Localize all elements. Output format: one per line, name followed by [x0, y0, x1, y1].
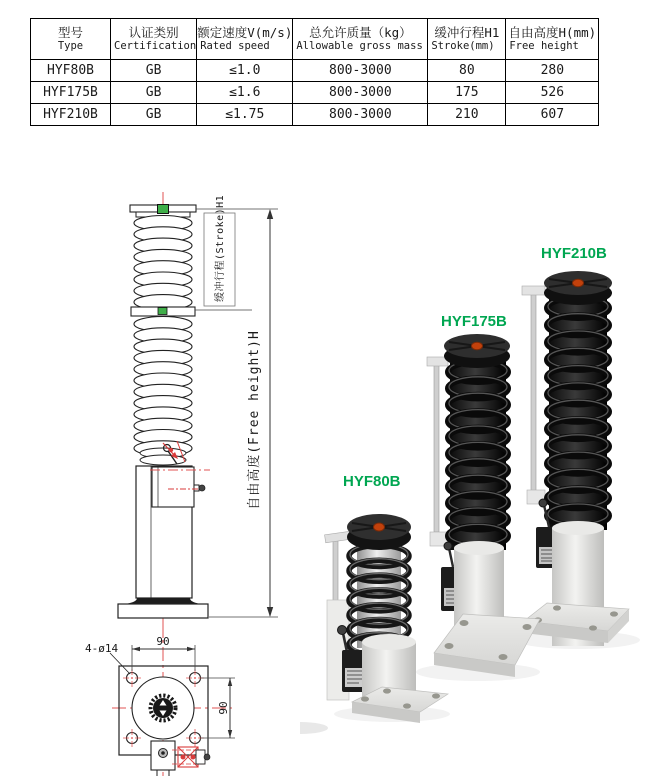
cell-speed: ≤1.6: [197, 82, 293, 104]
cell-type: HYF175B: [31, 82, 111, 104]
cap-marker: [158, 205, 169, 214]
product-hyf80b: [325, 473, 448, 723]
spring-coil-upper: [134, 216, 192, 310]
col-header-allowable-mass: 总允许质量（kg） Allowable gross mass: [293, 19, 428, 60]
cell-height: 280: [506, 60, 599, 82]
product-hyf210b: [522, 245, 629, 646]
cell-cert: GB: [111, 60, 197, 82]
col-header-stroke: 缓冲行程H1 Stroke(mm): [428, 19, 506, 60]
cell-stroke: 210: [428, 104, 506, 126]
cell-type: HYF80B: [31, 60, 111, 82]
col-header-rated-speed: 额定速度V(m/s) Rated speed: [197, 19, 293, 60]
col-header-certification: 认证类别 Certification: [111, 19, 197, 60]
product-hyf175b: [427, 313, 540, 677]
cap-center-dot: [374, 523, 385, 531]
product-label-hyf210b: HYF210B: [541, 245, 607, 262]
dim-vertical: 90: [217, 701, 230, 715]
roller: [444, 542, 452, 550]
cap-center-dot: [573, 279, 584, 287]
cell-cert: GB: [111, 82, 197, 104]
product-label-hyf175b: HYF175B: [441, 313, 507, 330]
stroke-dim-label: 缓冲行程(Stroke)H1: [215, 194, 226, 302]
col-header-type: 型号 Type: [31, 19, 111, 60]
cell-type: HYF210B: [31, 104, 111, 126]
cell-mass: 800-3000: [293, 104, 428, 126]
table-row-hyf175b: [31, 82, 599, 104]
adjust-bolt: [199, 485, 205, 491]
cell-height: 526: [506, 82, 599, 104]
product-photo: [300, 232, 650, 776]
cell-stroke: 80: [428, 60, 506, 82]
cell-cert: GB: [111, 104, 197, 126]
cell-speed: ≤1.75: [197, 104, 293, 126]
spring-coil-lower: [134, 317, 192, 456]
floor-shadow: [300, 722, 328, 734]
table-row-hyf210b: [31, 104, 599, 126]
buffer-column: [450, 360, 506, 550]
side-view-drawing: [40, 183, 290, 645]
cell-height: 607: [506, 104, 599, 126]
actuator-rod: [531, 289, 536, 494]
actuator-rod: [434, 360, 439, 532]
cell-mass: 800-3000: [293, 82, 428, 104]
cell-mass: 800-3000: [293, 60, 428, 82]
spec-table: [30, 18, 599, 126]
roller: [539, 499, 547, 507]
base-plate: [118, 604, 208, 618]
free-height-label: 自由高度(Free height)H: [247, 330, 262, 510]
col-header-free-height: 自由高度H(mm) Free height: [506, 19, 599, 60]
cell-speed: ≤1.0: [197, 60, 293, 82]
bottom-view-drawing: [25, 620, 250, 776]
product-label-hyf80b: HYF80B: [343, 473, 401, 490]
table-row-hyf80b: [31, 60, 599, 82]
header-row: [31, 19, 599, 60]
actuator-rod: [333, 540, 338, 606]
dim-horizontal: 90: [156, 635, 170, 648]
roller: [338, 626, 347, 635]
cell-stroke: 175: [428, 82, 506, 104]
cap-center-dot: [472, 342, 483, 350]
holes-label: 4-ø14: [85, 642, 119, 655]
